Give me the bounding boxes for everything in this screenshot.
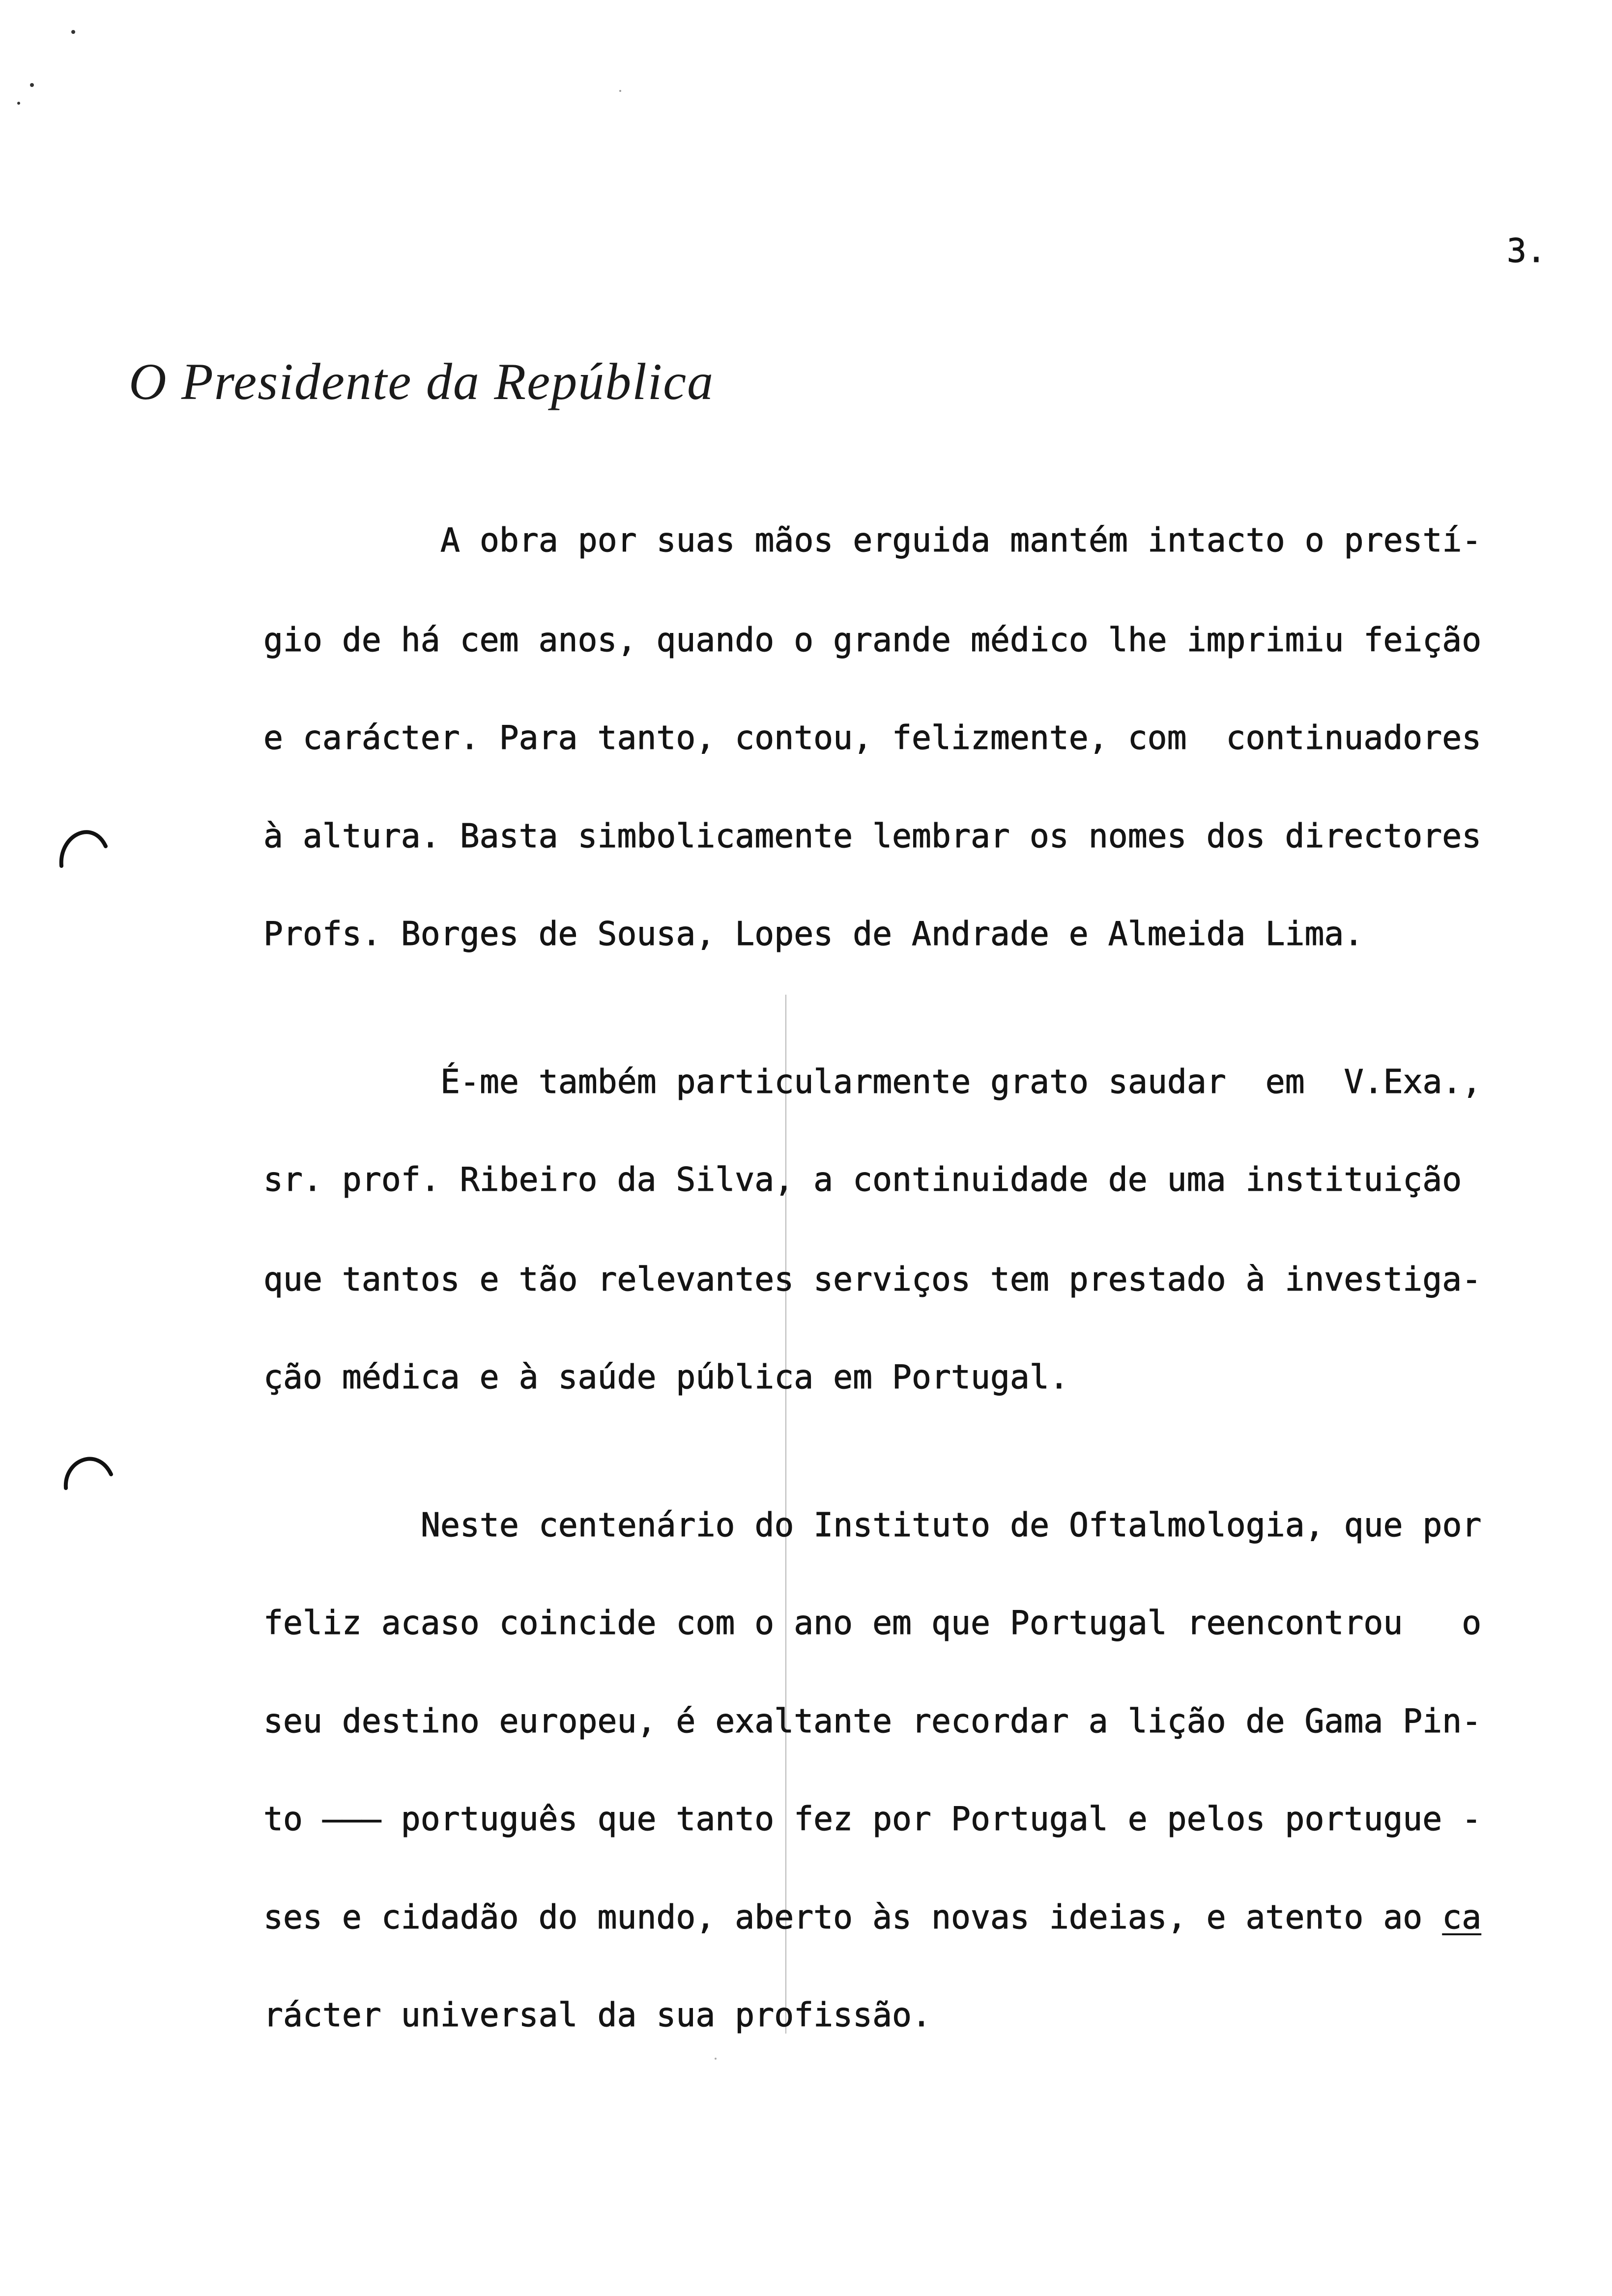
text-line: Profs. Borges de Sousa, Lopes de Andrade e Almeida Lima. (263, 915, 1364, 953)
text-line-body: ses e cidadão do mundo, aberto às novas ideias, e atento ao (263, 1898, 1442, 1936)
text-line: feliz acaso coincide com o ano em que Portugal reencontrou o (263, 1604, 1482, 1642)
text-line: seu destino europeu, é exaltante recordar a lição de Gama Pin- (263, 1702, 1482, 1740)
punch-hole-mark (61, 832, 106, 866)
punch-hole-mark (66, 1459, 111, 1488)
underlined-hyphen-tail: ca (1442, 1898, 1482, 1936)
text-line: e carácter. Para tanto, contou, felizmente, com continuadores (263, 718, 1482, 757)
speck-mark (619, 90, 621, 92)
speck-mark (71, 30, 75, 34)
text-line: rácter universal da sua profissão. (263, 1996, 931, 2034)
letterhead: O Presidente da República (129, 353, 715, 410)
text-line: ção médica e à saúde pública em Portugal. (263, 1358, 1069, 1396)
text-line: to ——— português que tanto fez por Portugal e pelos portugue - (263, 1800, 1482, 1838)
text-line: É-me também particularmente grato saudar em V.Exa., (440, 1062, 1482, 1101)
speck-mark (17, 102, 20, 105)
text-line: que tantos e tão relevantes serviços tem prestado à investiga- (263, 1260, 1482, 1298)
text-line: gio de há cem anos, quando o grande médico lhe imprimiu feição (263, 621, 1482, 659)
text-line (263, 1897, 1481, 1937)
page-number: 3. (1507, 231, 1546, 270)
speck-mark (715, 2058, 717, 2060)
text-line: sr. prof. Ribeiro da Silva, a continuidade de uma instituição (263, 1160, 1462, 1199)
text-line: à altura. Basta simbolicamente lembrar os nomes dos directores (263, 817, 1482, 855)
text-line: A obra por suas mãos erguida mantém intacto o prestí- (440, 521, 1482, 559)
text-line: Neste centenário do Instituto de Oftalmologia, que por (421, 1506, 1482, 1544)
speck-mark (30, 83, 34, 87)
